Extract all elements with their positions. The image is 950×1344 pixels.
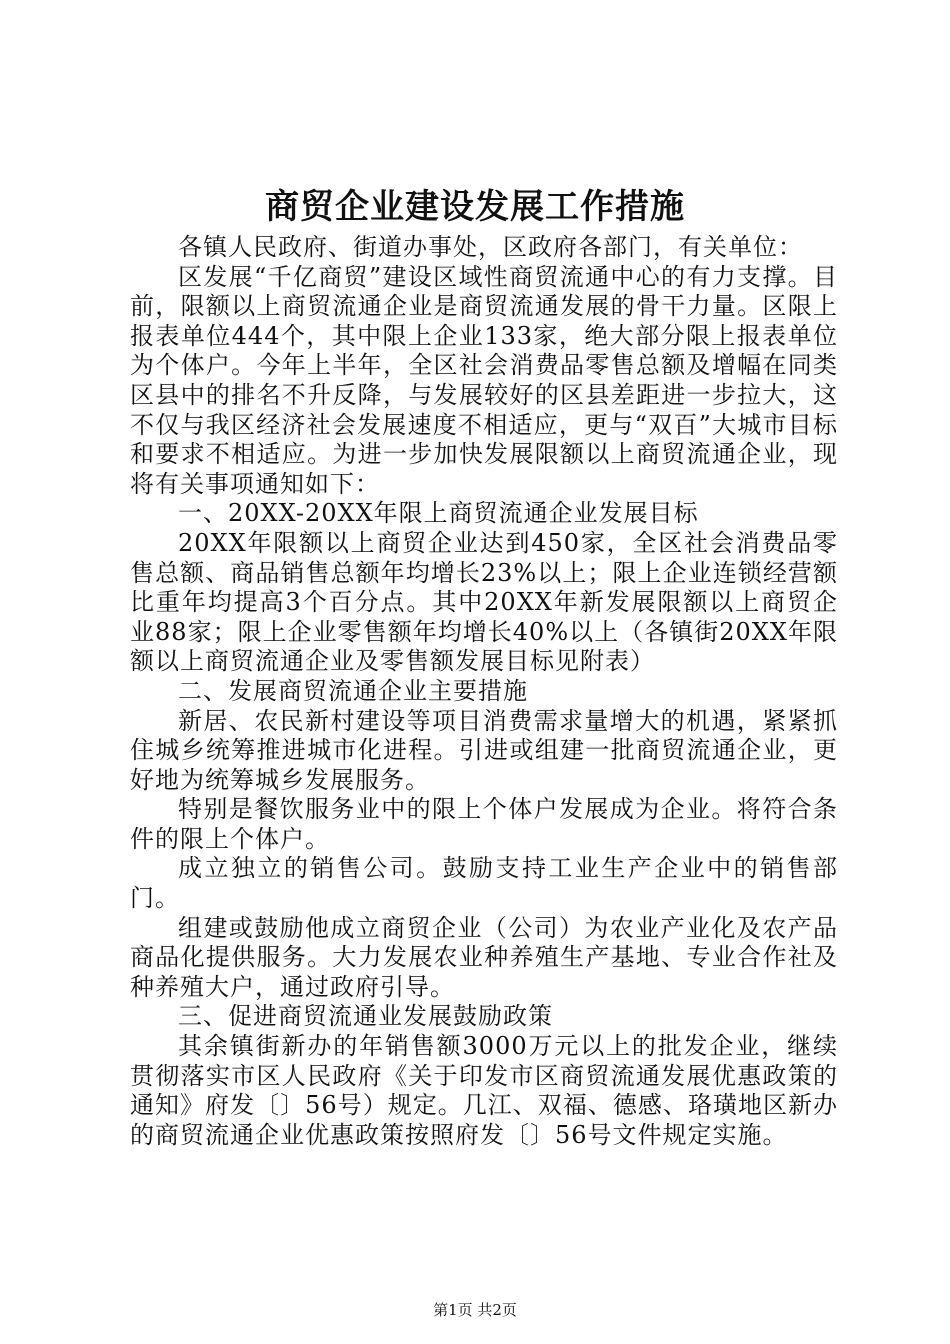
paragraph-measure-3: 成立独立的销售公司。鼓励支持工业生产企业中的销售部门。 [130, 854, 838, 913]
section-heading-1: 一、20XX-20XX年限上商贸流通企业发展目标 [178, 499, 699, 528]
paragraph-intro: 区发展“千亿商贸”建设区域性商贸流通中心的有力支撑。目前，限额以上商贸流通企业是商贸流通发展的骨干力量。区限上报表单位444个，其中限上企业133家，绝大部分限上报表单位为个体户。今年上半年，全区社会消费品零售总额及增幅在同类区县中的排名不升反降，与发展较好的区县差距进一步拉大，这不仅与我区经济社会发展速度不相适应，更与“双百”大城市目标和要求不相适应。为进一步加快发展限额以上商贸流通企业，现将有关事项通知如下： [130, 262, 838, 498]
paragraph-measure-4: 组建或鼓励他成立商贸企业（公司）为农业产业化及农产品商品化提供服务。大力发展农业种养殖生产基地、专业合作社及种养殖大户，通过政府引导。 [130, 913, 838, 1001]
document-body [130, 233, 838, 1150]
paragraph-measure-2: 特别是餐饮服务业中的限上个体户发展成为企业。将符合条件的限上个体户。 [130, 795, 838, 853]
section-heading-2: 二、发展商贸流通企业主要措施 [178, 676, 528, 705]
paragraph-measure-1: 新居、农民新村建设等项目消费需求量增大的机遇，紧紧抓住城乡统筹推进城市化进程。引进或组建一批商贸流通企业，更好地为统筹城乡发展服务。 [130, 706, 838, 794]
paragraph-policy: 其余镇街新办的年销售额3000万元以上的批发企业，继续贯彻落实市区人民政府《关于印发市区商贸流通发展优惠政策的通知》府发〔〕56号）规定。几江、双福、德感、珞璜地区新办的商贸流通企业优惠政策按照府发〔〕56号文件规定实施。 [130, 1032, 838, 1149]
paragraph-targets: 20XX年限额以上商贸企业达到450家，全区社会消费品零售总额、商品销售总额年均增长23%以上；限上企业连锁经营额比重年均提高3个百分点。其中20XX年新发展限额以上商贸企业88家；限上企业零售额年均增长40%以上（各镇街20XX年限额以上商贸流通企业及零售额发展目标见附表） [130, 528, 838, 676]
document-title: 商贸企业建设发展工作措施 [265, 187, 685, 227]
section-heading-3: 三、促进商贸流通业发展鼓励政策 [178, 1002, 553, 1031]
paragraph-salutation: 各镇人民政府、街道办事处，区政府各部门，有关单位： [178, 233, 803, 261]
page-number: 第1页 共2页 [433, 1301, 517, 1319]
